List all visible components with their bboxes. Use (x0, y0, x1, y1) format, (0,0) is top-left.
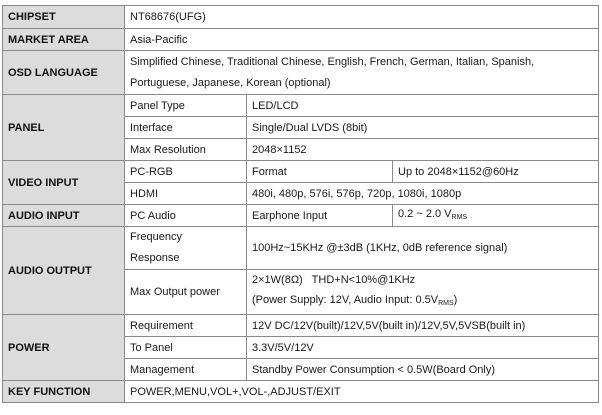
osd-language-line-2: Portuguese, Japanese, Korean (optional) (130, 76, 331, 89)
row-chipset (3, 6, 599, 29)
audio-frequency-value: 100Hz~15KHz @±3dB (1KHz, 0dB reference signal) (247, 227, 599, 270)
key-function-label: KEY FUNCTION (3, 381, 125, 403)
video-format-label: Format (247, 161, 393, 183)
power-management-label: Management (125, 359, 247, 381)
power-requirement-value: 12V DC/12V(built)/12V,5V(built in)/12V,5V,5VSB(built in) (247, 315, 599, 337)
row-market-area (3, 29, 599, 51)
panel-interface-value: Single/Dual LVDS (8bit) (247, 117, 599, 139)
audio-power-line-1: 2×1W(8Ω) THD+N<10%@1KHz (252, 274, 416, 286)
audio-power-line-2-end: ) (453, 294, 458, 306)
osd-language-value (125, 51, 599, 95)
spec-sheet (2, 5, 599, 403)
audio-frequency-label-line-1: Frequency (130, 231, 182, 243)
power-requirement-label: Requirement (125, 315, 247, 337)
video-input-label: VIDEO INPUT (3, 161, 125, 205)
row-key-function (3, 381, 599, 403)
chipset-label: CHIPSET (3, 6, 125, 29)
video-hdmi-value: 480i, 480p, 576i, 576p, 720p, 1080i, 1080p (247, 183, 599, 205)
audio-power-line-2-text: (Power Supply: 12V, Audio Input: 0.5V (252, 294, 439, 306)
audio-power-label: Max Output power (125, 270, 247, 315)
audio-input-label: AUDIO INPUT (3, 205, 125, 227)
row-audio-frequency (3, 227, 599, 270)
audio-earphone-label: Earphone Input (247, 205, 393, 227)
audio-input-level-value: 0.2 ~ 2.0 V (398, 207, 452, 220)
panel-label: PANEL (3, 95, 125, 161)
power-management-value: Standby Power Consumption < 0.5W(Board Only) (247, 359, 599, 381)
row-osd-language (3, 51, 599, 95)
panel-resolution-label: Max Resolution (125, 139, 247, 161)
chipset-value: NT68676(UFG) (125, 6, 599, 29)
row-power-requirement (3, 315, 599, 337)
audio-frequency-label (125, 227, 247, 270)
power-panel-label: To Panel (125, 337, 247, 359)
video-pcrgb-label: PC-RGB (125, 161, 247, 183)
video-format-value: Up to 2048×1152@60Hz (393, 161, 599, 183)
audio-power-line-2-unit: RMS (438, 300, 454, 307)
video-hdmi-label: HDMI (125, 183, 247, 205)
audio-power-line-2 (252, 290, 593, 314)
power-panel-value: 3.3V/5V/12V (247, 337, 599, 359)
power-label: POWER (3, 315, 125, 381)
osd-language-line-1: Simplified Chinese, Traditional Chinese, English, French, German, Italian, Spanish, (130, 55, 535, 68)
audio-frequency-label-line-2: Response (130, 252, 180, 264)
audio-power-value (247, 270, 599, 315)
panel-interface-label: Interface (125, 117, 247, 139)
panel-resolution-value: 2048×1152 (247, 139, 599, 161)
panel-type-value: LED/LCD (247, 95, 599, 117)
panel-type-label: Panel Type (125, 95, 247, 117)
audio-output-label: AUDIO OUTPUT (3, 227, 125, 315)
key-function-value: POWER,MENU,VOL+,VOL-,ADJUST/EXIT (125, 381, 599, 403)
spec-table (2, 5, 599, 403)
audio-input-level-unit: RMS (451, 213, 468, 221)
market-area-label: MARKET AREA (3, 29, 125, 51)
market-area-value: Asia-Pacific (125, 29, 599, 51)
osd-language-label: OSD LANGUAGE (3, 51, 125, 95)
audio-input-level (393, 205, 599, 227)
row-audio-input (3, 205, 599, 227)
row-video-pcrgb (3, 161, 599, 183)
row-panel-type (3, 95, 599, 117)
audio-pc-label: PC Audio (125, 205, 247, 227)
